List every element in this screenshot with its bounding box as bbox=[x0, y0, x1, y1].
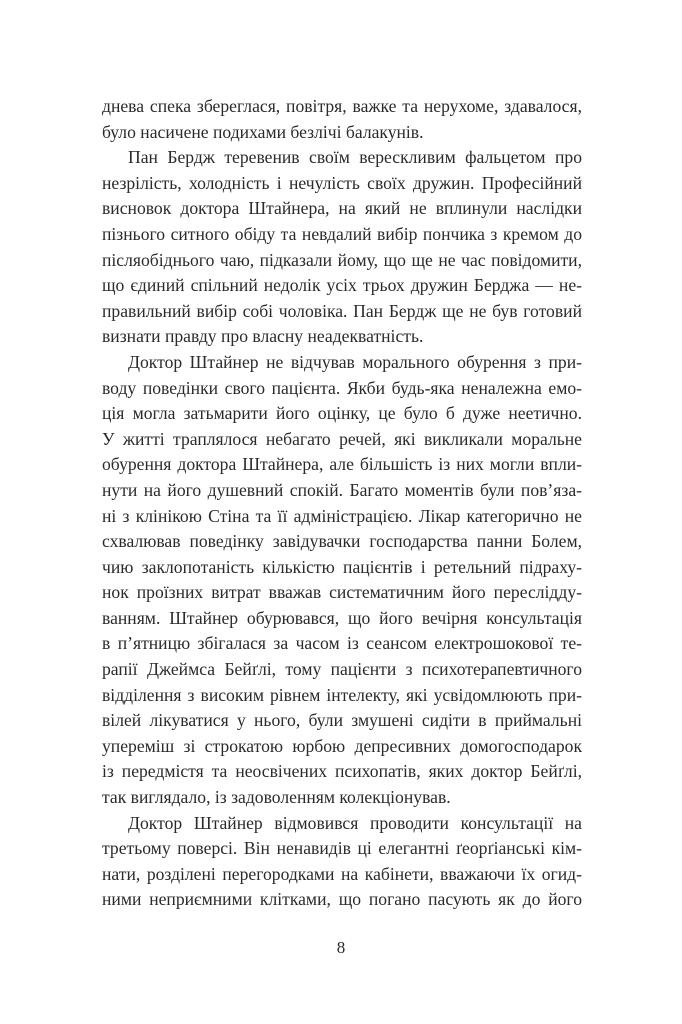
text-line: так виглядало, із задоволенням колекціонував. bbox=[102, 787, 451, 808]
text-line: було насичене подихами безлічі балакунів. bbox=[102, 121, 424, 142]
text-line: Пан Бердж теревенив своїм верескливим фальцетом про bbox=[128, 147, 582, 168]
text-line: вілей лікуватися у нього, були змушені сидіти в приймальні bbox=[102, 710, 582, 731]
text-line: Доктор Штайнер не відчував морального обурення з при- bbox=[128, 351, 582, 372]
text-line: Доктор Штайнер відмовився проводити консультації на bbox=[128, 812, 582, 833]
text-line: визнати правду про власну неадекватність. bbox=[102, 326, 424, 347]
text-line: відділення з високим рівнем інтелекту, які усвідомлюють при- bbox=[102, 684, 582, 705]
text-line: правильний вибір собі чоловіка. Пан Бердж ще не був готовий bbox=[102, 300, 582, 321]
text-line: післяобіднього чаю, підказали йому, що ще не час повідомити, bbox=[102, 249, 582, 270]
text-line: із передмістя та неосвічених психопатів, яких доктор Бейґлі, bbox=[102, 761, 582, 782]
paragraph bbox=[102, 811, 582, 913]
text-line: пізнього ситного обіду та невдалий вибір пончика з кремом до bbox=[102, 223, 582, 244]
page-number: 8 bbox=[336, 938, 346, 957]
text-line: що єдиний спільний недолік усіх трьох дружин Берджа — не- bbox=[102, 275, 582, 296]
text-line: незрілість, холодність і нечулість своїх дружин. Професійний bbox=[102, 172, 582, 193]
paragraph bbox=[102, 145, 582, 350]
body-text bbox=[102, 94, 582, 913]
text-line: воду поведінки свого пацієнта. Якби будь-яка неналежна емо- bbox=[102, 377, 582, 398]
text-line: ні з клінікою Стіна та її адміністрацією. Лікар категорично не bbox=[102, 505, 582, 526]
text-line: рапії Джеймса Бейґлі, тому пацієнти з психотерапевтичного bbox=[102, 659, 582, 680]
text-line: упереміш зі строкатою юрбою депресивних домогосподарок bbox=[102, 735, 582, 756]
text-line: в п’ятницю збігалася за часом із сеансом електрошокової те- bbox=[102, 633, 582, 654]
text-line: схвалював поведінку завідувачки господарства панни Болем, bbox=[102, 531, 582, 552]
text-line: чию заклопотаність кількістю пацієнтів і ретельний підраху- bbox=[102, 556, 582, 577]
text-line: нок проїзних витрат вважав систематичним його переслідду- bbox=[102, 582, 582, 603]
text-line: обурення доктора Штайнера, але більшість із них могли впли- bbox=[102, 454, 582, 475]
text-line: ванням. Штайнер обурювався, що його вечірня консультація bbox=[102, 607, 582, 628]
text-line: ними неприємними клітками, що погано пасують як до його bbox=[102, 889, 582, 910]
text-line: У житті траплялося небагато речей, які викликали моральне bbox=[102, 428, 582, 449]
text-line: нати, розділені перегородками на кабінети, вважаючи їх огид- bbox=[102, 863, 582, 884]
text-line: висновок доктора Штайнера, на який не вплинули наслідки bbox=[102, 198, 582, 219]
paragraph bbox=[102, 94, 582, 145]
text-line: ція могла затьмарити його оцінку, це було б дуже неетично. bbox=[102, 403, 582, 424]
text-line: днева спека збереглася, повітря, важке та нерухоме, здавалося, bbox=[102, 96, 582, 116]
text-line: нути на його душевний спокій. Багато моментів були пов’яза- bbox=[102, 479, 582, 500]
text-line: третьому поверсі. Він ненавидів ці елегантні ґеорґіанські кім- bbox=[102, 838, 582, 859]
paragraph bbox=[102, 350, 582, 811]
